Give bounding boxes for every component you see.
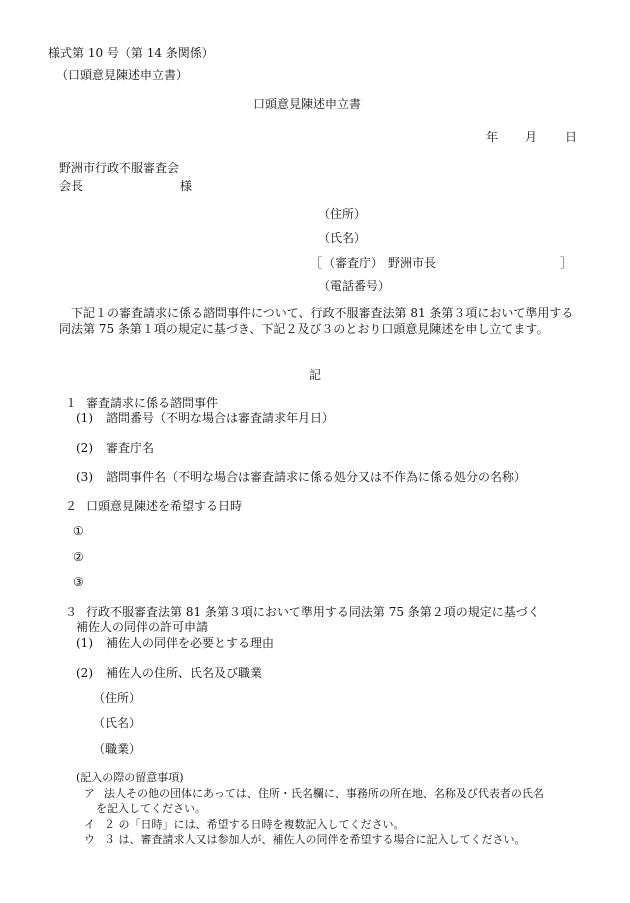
bracket-open: ［ <box>310 256 323 270</box>
section3-number: ３ <box>65 605 78 619</box>
addressee-org: 野洲市行政不服審査会 <box>59 161 180 175</box>
section3-item1-number: (1) <box>76 636 93 650</box>
section1-item2-number: (2) <box>76 441 93 455</box>
applicant-phone-label: （電話番号） <box>318 279 391 293</box>
note-i-text: ２ の「日時」には、希望する日時を複数記入してください。 <box>104 818 405 831</box>
section1-title: 審査請求に係る諮問事件 <box>86 396 219 410</box>
bracket-close: ］ <box>560 256 573 270</box>
section2-number: ２ <box>65 499 78 513</box>
form-number: 様式第 10 号（第 14 条関係） <box>48 46 214 60</box>
section2-title: 口頭意見陳述を希望する日時 <box>86 499 243 513</box>
section1-item1-text: 諮問番号（不明な場合は審査請求年月日） <box>106 411 335 425</box>
note-a-mark: ア <box>84 787 95 800</box>
intro-paragraph: 下記１の審査請求に係る諮問事件について、行政不服審査法第 81 条第３項において準用する同法第 75 条第１項の規定に基づき、下記２及び３のとおり口頭意見陳述を申し立てます。 <box>59 306 574 336</box>
note-a-line2: を記入してください。 <box>96 802 206 815</box>
note-a-line1: 法人その他の団体にあっては、住所・氏名欄に、事務所の所在地、名称及び代表者の氏名 <box>104 787 544 800</box>
section3-item2-number: (2) <box>76 666 93 680</box>
section3-item2-text: 補佐人の住所、氏名及び職業 <box>106 666 263 680</box>
assistant-address-label: （住所） <box>93 691 142 705</box>
section2-slot3: ③ <box>73 575 84 589</box>
notes-heading: (記入の際の留意事項) <box>76 771 184 784</box>
section1-item2-text: 審査庁名 <box>106 441 155 455</box>
section1-item3-text: 諮問事件名（不明な場合は審査請求に係る処分又は不作為に係る処分の名称） <box>106 470 527 484</box>
document-title: 口頭意見陳述申立書 <box>253 97 362 111</box>
addressee-honorific: 様 <box>180 179 193 193</box>
agency-name: 野洲市長 <box>388 256 437 270</box>
section3-title-line1: 行政不服審査法第 81 条第３項において準用する同法第 75 条第２項の規定に基づく <box>86 605 540 619</box>
section1-item3-number: (3) <box>76 470 93 484</box>
section1-item1-number: (1) <box>76 411 93 425</box>
note-u-text: ３ は、審査請求人又は参加人が、補佐人の同伴を希望する場合に記入してください。 <box>104 833 526 846</box>
section2-slot1: ① <box>73 524 84 538</box>
section3-item1-text: 補佐人の同伴を必要とする理由 <box>106 636 275 650</box>
assistant-name-label: （氏名） <box>93 716 142 730</box>
addressee-chair: 会長 <box>59 179 84 193</box>
assistant-occupation-label: （職業） <box>93 742 142 756</box>
form-name: （口頭意見陳述申立書） <box>56 68 189 82</box>
date-year: 年 <box>486 130 499 144</box>
note-i-mark: イ <box>84 818 95 831</box>
date-month: 月 <box>525 130 538 144</box>
note-u-mark: ウ <box>84 833 95 846</box>
date-day: 日 <box>565 130 578 144</box>
agency-label: （審査庁） <box>323 256 384 270</box>
applicant-name-label: （氏名） <box>318 231 367 245</box>
section1-number: １ <box>65 396 78 410</box>
applicant-address-label: （住所） <box>318 207 367 221</box>
section3-title-line2: 補佐人の同伴の許可申請 <box>76 620 209 634</box>
ki-heading: 記 <box>309 368 322 382</box>
section2-slot2: ② <box>73 550 84 564</box>
